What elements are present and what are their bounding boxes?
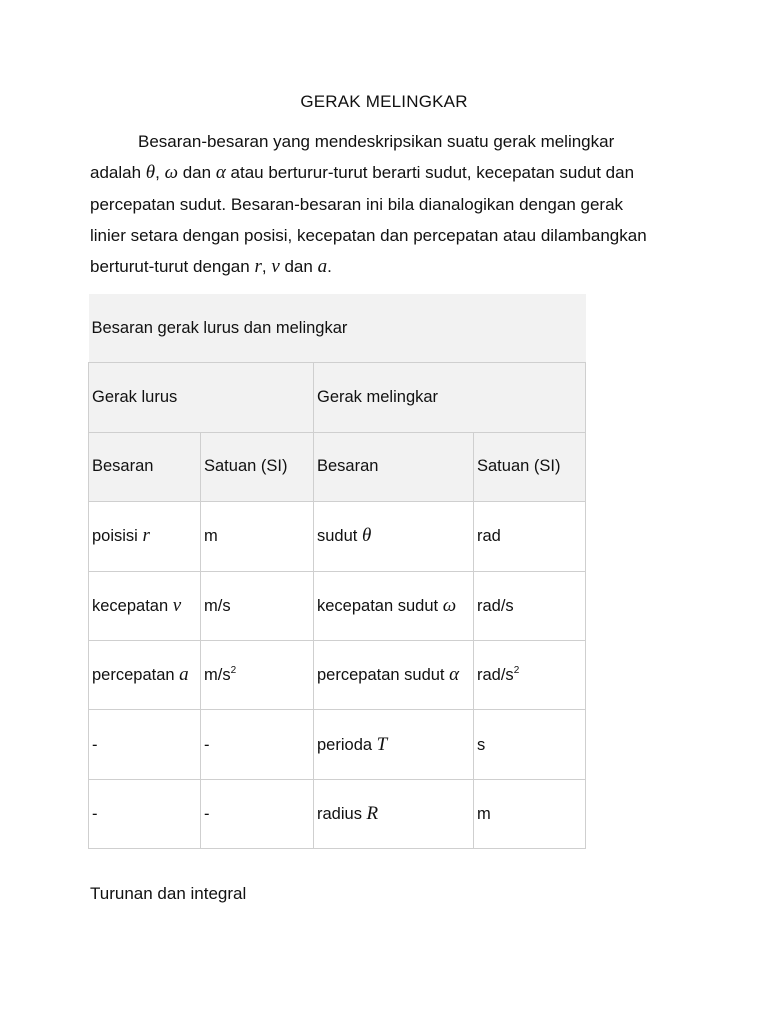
quantity-symbol: r (142, 525, 150, 547)
table-cell (314, 779, 474, 848)
column-header: Besaran (314, 432, 474, 501)
table-cell (474, 571, 586, 640)
paragraph-line-2 (90, 157, 680, 188)
quantity-symbol: α (449, 664, 460, 686)
paragraph-text: dan (178, 163, 216, 183)
column-header: Satuan (SI) (474, 432, 586, 501)
quantity-name: kecepatan (92, 596, 173, 615)
table-row (89, 779, 586, 848)
paragraph-text: , (261, 257, 272, 277)
table-cell (89, 502, 201, 571)
paragraph-line-5 (90, 251, 680, 282)
unit: - (204, 735, 210, 754)
table-cell (314, 571, 474, 640)
table-cell (201, 571, 314, 640)
paragraph-line-3: percepatan sudut. Besaran-besaran ini bila dianalogikan dengan gerak (90, 194, 624, 214)
symbol-a: a (317, 256, 328, 278)
symbol-theta: θ (145, 162, 156, 184)
quantity-name: - (92, 735, 98, 754)
table-row (89, 640, 586, 709)
quantity-symbol: ω (442, 594, 457, 616)
paragraph-text: berturut-turut dengan (90, 257, 255, 277)
table-cell (201, 502, 314, 571)
table-cell (474, 640, 586, 709)
table-caption-row (89, 294, 586, 363)
unit: rad/s (477, 596, 514, 615)
table-group-header-row (89, 363, 586, 432)
group-header-linear: Gerak lurus (89, 363, 314, 432)
unit: m/s (204, 666, 231, 685)
column-header: Besaran (89, 432, 201, 501)
table-cell (314, 710, 474, 779)
table-caption: Besaran gerak lurus dan melingkar (89, 294, 586, 363)
quantity-name: perioda (317, 735, 377, 754)
document-title: GERAK MELINGKAR (300, 92, 468, 111)
paragraph-text: , (155, 163, 165, 183)
quantity-name: percepatan sudut (317, 666, 450, 685)
quantity-symbol: R (366, 802, 379, 824)
table-cell (89, 779, 201, 848)
paragraph-line-4: linier setara dengan posisi, kecepatan dan percepatan atau dilambangkan (90, 225, 647, 245)
unit: m (204, 527, 218, 546)
table-cell (474, 779, 586, 848)
unit: m/s (204, 596, 231, 615)
unit-exponent: 2 (513, 665, 520, 677)
unit: m (477, 804, 491, 823)
symbol-v: v (271, 256, 280, 278)
paragraph-text: dan (279, 257, 318, 277)
quantity-symbol: a (179, 664, 189, 686)
unit: rad/s (477, 666, 514, 685)
unit: - (204, 804, 210, 823)
unit: s (477, 735, 486, 754)
quantity-name: percepatan (92, 666, 180, 685)
symbol-r: r (254, 256, 262, 278)
table-row (89, 571, 586, 640)
table-cell (89, 710, 201, 779)
table-row (89, 502, 586, 571)
table-cell (89, 571, 201, 640)
paragraph-text: . (327, 257, 332, 277)
table-cell (89, 640, 201, 709)
intro-paragraph (90, 126, 680, 282)
table-cell (201, 640, 314, 709)
table-cell (474, 502, 586, 571)
symbol-omega: ω (164, 162, 178, 184)
section-subheading: Turunan dan integral (90, 884, 247, 903)
paragraph-line-1: Besaran-besaran yang mendeskripsikan suatu gerak melingkar (138, 132, 615, 151)
comparison-table (88, 294, 586, 849)
quantity-name: radius (317, 804, 367, 823)
table-cell (201, 779, 314, 848)
group-header-circular: Gerak melingkar (314, 363, 586, 432)
quantity-symbol: v (172, 594, 182, 616)
unit-exponent: 2 (230, 665, 237, 677)
symbol-alpha: α (215, 162, 226, 184)
quantity-name: - (92, 804, 98, 823)
table-row (89, 710, 586, 779)
paragraph-text: atau berturur-turut berarti sudut, kecepatan sudut dan (225, 163, 635, 183)
quantity-name: kecepatan sudut (317, 596, 443, 615)
table-cell (201, 710, 314, 779)
quantity-symbol: T (376, 733, 388, 755)
quantity-name: sudut (317, 527, 362, 546)
quantity-name: poisisi (92, 527, 143, 546)
paragraph-text: adalah (90, 163, 146, 183)
table-cell (474, 710, 586, 779)
table-cell (314, 640, 474, 709)
quantity-symbol: θ (361, 525, 372, 547)
table-column-header-row (89, 432, 586, 501)
unit: rad (477, 527, 501, 546)
table-cell (314, 502, 474, 571)
column-header: Satuan (SI) (201, 432, 314, 501)
